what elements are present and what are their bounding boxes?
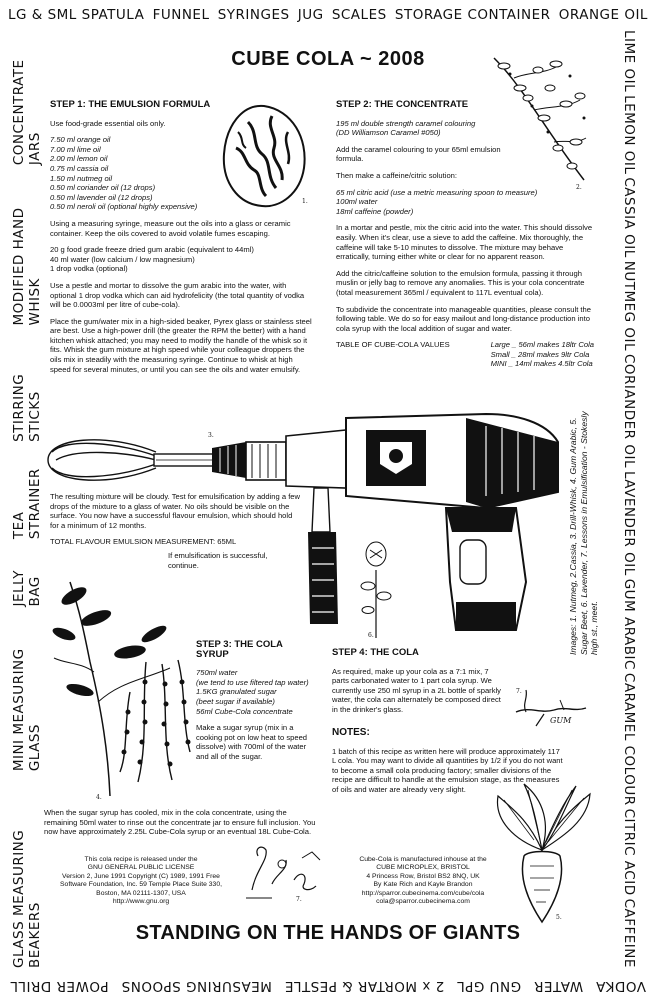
border-word: MODIFIED HAND WHISK xyxy=(11,207,43,326)
step2-paragraph: Add the caramel colouring to your 65ml emulsion formula. xyxy=(336,144,501,164)
cola-values-table xyxy=(336,340,598,369)
emulsion-test-paragraph: The resulting mixture will be cloudy. Test for emulsification by adding a few drops of the mixture to a glass of water. No oils should be visible on the surface. You now have a successful flavour emulsion, which should hold for a minimum of 12 months. xyxy=(50,492,301,530)
oil-item: 0.50 ml coriander oil (12 drops) xyxy=(50,183,156,193)
step2-paragraph: Add the citric/caffeine solution to the emulsion formula, passing it through muslin or jelly bag to remove any anomalies. This is your cola concentrate (total measurement 365ml / equivalent to 117L eventual cola). xyxy=(336,268,585,297)
syrup-item: (beet sugar if available) xyxy=(196,696,275,706)
oil-item: 1.50 ml nutmeg oil xyxy=(50,173,113,183)
table-row: Small _ 28ml makes 9ltr Cola xyxy=(490,349,590,359)
border-word: LG & SML SPATULA xyxy=(8,7,145,23)
figure-number: 4. xyxy=(96,794,102,801)
border-word: WATER xyxy=(533,978,584,994)
border-word: VODKA xyxy=(595,978,646,994)
border-word: GLASS MEASURING BEAKERS xyxy=(11,829,43,968)
border-word: MEASURING SPOONS xyxy=(121,978,272,994)
figure-number: 2. xyxy=(576,184,582,191)
gum-item: 40 ml water (low calcium / low magnesium) xyxy=(50,254,195,264)
figure-number: 7. xyxy=(296,896,302,903)
border-word: JELLY BAG xyxy=(11,570,43,607)
oil-item: 0.75 ml cassia oil xyxy=(50,163,109,173)
step4-section xyxy=(332,648,506,722)
step2-heading: STEP 2: THE CONCENTRATE xyxy=(336,99,469,110)
step2-paragraph: Then make a caffeine/citric solution: xyxy=(336,170,457,180)
figure-number: 5. xyxy=(556,914,562,921)
oil-list xyxy=(50,135,228,212)
syrup-item: 750ml water xyxy=(196,668,238,678)
border-word: CONCENTRATE JARS xyxy=(11,59,43,166)
border-top-row xyxy=(0,2,656,28)
figure-number: 3. xyxy=(208,432,214,439)
step3-paragraph: Make a sugar syrup (mix in a cooking pot on low heat to speed dissolve) with 700ml of the water and all of the sugar. xyxy=(196,723,308,761)
figure-number: 7. xyxy=(516,688,522,695)
oil-item: 2.00 ml lemon oil xyxy=(50,154,108,164)
border-word: TEA STRAINER xyxy=(11,468,43,540)
border-word: LIME OIL xyxy=(621,30,637,93)
border-word: STIRRING STICKS xyxy=(11,373,43,442)
lesson-doodle xyxy=(242,840,328,904)
license-block xyxy=(56,856,226,906)
border-word: 2 x MORTAR & PESTLE xyxy=(284,978,445,994)
figure-number: 6. xyxy=(368,632,374,639)
caramel-line: (DD Williamson Caramel #050) xyxy=(336,128,441,138)
border-word: JUG xyxy=(297,7,324,23)
gum-list xyxy=(50,245,312,274)
border-word: CAFFEINE xyxy=(621,898,637,968)
solution-item: 100ml water xyxy=(336,197,378,207)
border-word: NUTMEG OIL xyxy=(621,260,637,352)
cassia-illustration xyxy=(484,48,596,188)
syrup-item: 1.5KG granulated sugar xyxy=(196,687,277,697)
lavender-illustration xyxy=(358,540,394,640)
border-word: SYRINGES xyxy=(217,7,290,23)
table-rows xyxy=(491,340,594,369)
images-caption: Images: 1. Nutmeg, 2.Cassia, 3. Drill-Whisk, 4. Gum Arabic, 5. Sugar Beet, 6. Lavender, 7. Lessons in Emulsification - Stokesly high st., meet. xyxy=(568,411,599,655)
table-row: MINI _ 14ml makes 4.5ltr Cola xyxy=(490,359,593,369)
emulsion-test-section xyxy=(50,492,300,577)
notes-paragraph: 1 batch of this recipe as written here will produce approximately 117 L cola. You may want to divide all quantities by 1/2 if you do not want to become a small cola producing factory; smaller divisions of the recipe are difficult to handle at the emulsion stage, as the measures of oils and water are already very slight. xyxy=(332,746,563,794)
border-word: MINI MEASURING GLASS xyxy=(11,648,43,772)
nutmeg-illustration xyxy=(218,102,310,210)
step1-paragraph: Place the gum/water mix in a high-sided beaker, Pyrex glass or stainless steel are best. Use a high-power drill (the greater the RPM the better) with a hand kitchen whisk attached; you may need to modify the handle of the whisk so it fits. Whisk the gum mixture at high speed while your colleague droppers the oils mix in steadily with the measuring syringe. Continue to whisk at high speed for several minutes, or until you can see the oils and water emulsify. xyxy=(50,316,312,374)
border-word: CARAMEL COLOUR xyxy=(621,672,637,806)
solution-list xyxy=(336,188,598,217)
step3-heading: STEP 3: THE COLA SYRUP xyxy=(196,639,283,660)
maker-line: 4 Princess Row, Bristol BS2 8NQ, UK xyxy=(366,872,480,880)
step3-after-paragraph: When the sugar syrup has cooled, mix in the cola concentrate, using the remaining 50ml water to rinse out the concentrate jar to ensure full inclusion. You now have approximately 2.25L Cube-Cola syrup or an eventual 18L Cube-Cola. xyxy=(44,808,316,837)
notes-heading: NOTES: xyxy=(332,727,370,738)
border-word: CORIANDER OIL xyxy=(621,354,637,468)
border-right-column xyxy=(618,30,640,968)
figure-number: 1. xyxy=(302,198,308,205)
step3-after xyxy=(44,808,316,844)
border-word: POWER DRILL xyxy=(10,978,109,994)
border-word: LAVENDER OIL xyxy=(621,470,637,576)
border-word: GUM ARABIC xyxy=(621,578,637,670)
caramel-line: 195 ml double strength caramel colouring xyxy=(336,118,476,128)
oil-item: 0.50 ml neroli oil (optional highly expensive) xyxy=(50,202,198,212)
step2-paragraph: To subdivide the concentrate into manageable quantities, please consult the following table. We do so for easy mailout and long-distance production into cola syrup with the local addition of sugar and water. xyxy=(336,304,591,333)
maker-line: http://sparror.cubecinema.com/cube/cola xyxy=(361,889,485,897)
license-line: Software Foundation, Inc. 59 Temple Place Suite 330, xyxy=(60,881,222,889)
maker-line: Cube-Cola is manufactured inhouse at the xyxy=(359,856,487,863)
oil-item: 7.50 ml orange oil xyxy=(50,135,111,145)
license-line: This cola recipe is released under the xyxy=(84,856,198,863)
page-title: CUBE COLA ~ 2008 xyxy=(231,48,425,70)
step1-intro: Use food-grade essential oils only. xyxy=(50,118,166,128)
border-word: LEMON OIL xyxy=(621,95,637,175)
license-line: Version 2, June 1991 Copyright (C) 1989, 1991 Free xyxy=(62,872,220,880)
border-word: FUNNEL xyxy=(152,7,210,23)
border-left-column xyxy=(11,30,43,968)
step2-paragraph: In a mortar and pestle, mix the citric acid into the water. This should dissolve easily. When it's clear, use a sieve to add the caffeine. Mix thoroughly, the caffeine will take 5-10 minutes to dissolve. The mixture may behave erratically, turning either white or clear for no apparent reason. xyxy=(336,223,593,262)
footer-title: STANDING ON THE HANDS OF GIANTS xyxy=(135,922,521,944)
license-line: GNU GENERAL PUBLIC LICENSE xyxy=(87,864,195,872)
maker-block xyxy=(334,856,512,906)
border-bottom-row xyxy=(0,974,656,998)
step4-paragraph: As required, make up your cola as a 7:1 mix, 7 parts carbonated water to 1 part cola syrup. We currently use 250 ml syrup in a 2L bottle of sparkly water, the cola can alternately be composed direct in the drinker's glass. xyxy=(332,666,501,714)
border-word: GNU GPL xyxy=(456,978,522,994)
border-word: SCALES xyxy=(331,7,387,23)
maker-line: CUBE MICROPLEX, BRISTOL xyxy=(376,864,470,872)
step1-paragraph: Use a pestle and mortar to dissolve the gum arabic into the water, with optional 1 drop vodka which can aid hydrofelicity (the total quantity of vodka will be 0.0003ml per litre of cube-cola). xyxy=(50,280,305,310)
step4-heading: STEP 4: THE COLA xyxy=(332,647,419,658)
step1-heading: STEP 1: THE EMULSION FORMULA xyxy=(50,99,211,110)
oil-item: 0.50 ml lavender oil (12 drops) xyxy=(50,192,153,202)
syrup-item: 56ml Cube-Cola concentrate xyxy=(196,706,293,716)
maker-line: cola@sparror.cubecinema.com xyxy=(376,898,470,906)
gum-label: GUM xyxy=(550,716,572,725)
step1-paragraph: Using a measuring syringe, measure out the oils into a glass or ceramic container. Keep the oils covered to avoid volatile fumes escaping. xyxy=(50,218,291,238)
solution-item: 65 ml citric acid (use a metric measuring spoon to measure) xyxy=(336,187,538,197)
border-word: CITRIC ACID xyxy=(621,808,637,896)
border-word: CASSIA OIL xyxy=(621,177,637,258)
table-label: TABLE OF CUBE-COLA VALUES xyxy=(336,340,450,350)
border-word: ORANGE OIL xyxy=(558,7,648,23)
syrup-ingredients xyxy=(196,668,314,716)
license-line: Boston, MA 02111-1307, USA xyxy=(96,889,186,897)
border-word: STORAGE CONTAINER xyxy=(394,7,551,23)
gum-item: 1 drop vodka (optional) xyxy=(50,264,128,274)
syrup-item: (we tend to use filtered tap water) xyxy=(196,677,309,687)
gum-item: 20 g food grade freeze dried gum arabic (equivalent to 44ml) xyxy=(50,245,254,255)
solution-item: 18ml caffeine (powder) xyxy=(336,206,414,216)
oil-item: 7.00 ml lime oil xyxy=(50,144,101,154)
table-row: Large _ 56ml makes 18ltr Cola xyxy=(490,340,594,350)
step3-section xyxy=(196,640,314,769)
maker-line: By Kate Rich and Kayle Brandon xyxy=(373,881,473,889)
emulsion-total: TOTAL FLAVOUR EMULSION MEASUREMENT: 65ML xyxy=(50,537,237,547)
license-line: http://www.gnu.org xyxy=(112,898,170,906)
emulsion-continue: If emulsification is successful, continue. xyxy=(168,550,268,570)
gum-arabic-illustration xyxy=(50,572,194,798)
